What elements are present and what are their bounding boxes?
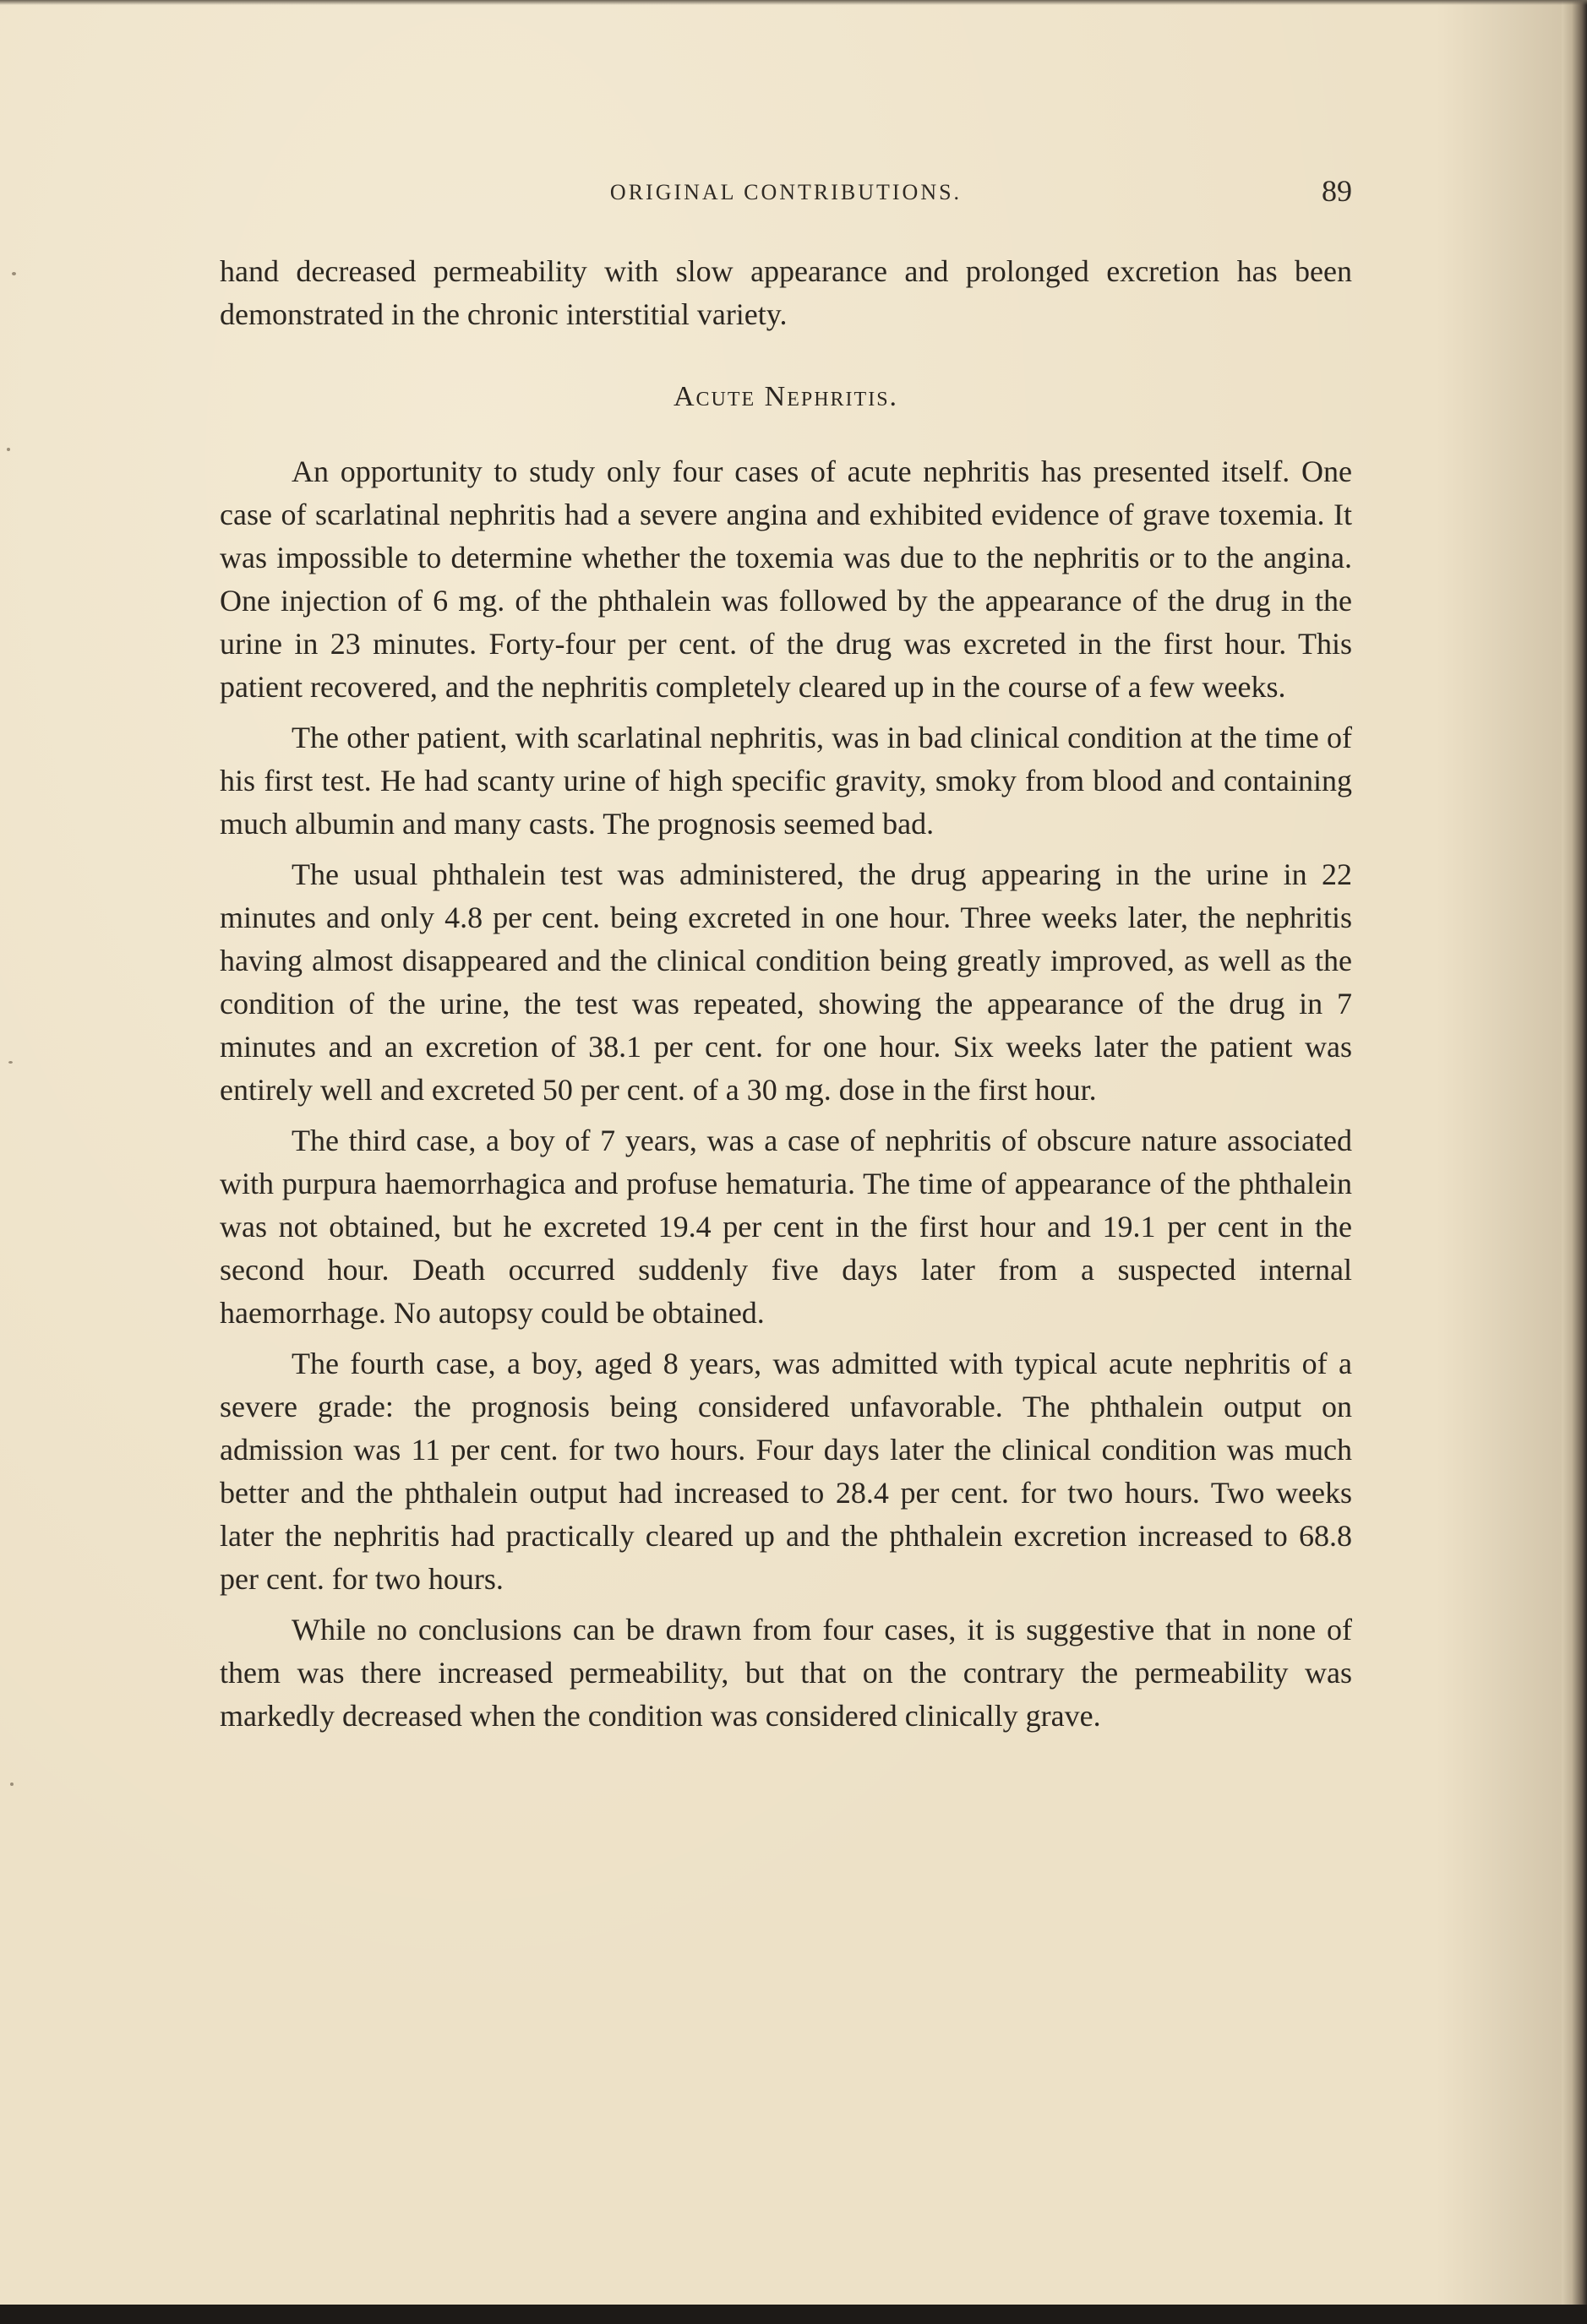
paper-speck bbox=[8, 1061, 13, 1064]
page-number: 89 bbox=[1322, 174, 1352, 208]
paragraph-4: The third case, a boy of 7 years, was a case of nephritis of obscure nature associated with purpura haemorrhagica and profuse hematuria. The time of appearance of the phthalein was not obtained, but he excreted 19.4 per cent in the first hour and 19.1 per cent in the second hour. Death occurred suddenly five days later from a suspected internal haemorrhage. No autopsy could be obtained. bbox=[220, 1124, 1352, 1330]
bottom-shadow bbox=[0, 2305, 1587, 2324]
page-edge bbox=[1562, 0, 1587, 2324]
intro-fragment: hand decreased permeability with slow appearance and prolonged excretion has been demonstrated in the chronic interstitial variety. bbox=[220, 254, 1352, 331]
running-title: ORIGINAL CONTRIBUTIONS. bbox=[609, 180, 963, 204]
paper-speck bbox=[10, 1782, 14, 1786]
page-top-edge bbox=[0, 0, 1587, 5]
body-text bbox=[220, 250, 1352, 1745]
paragraph-1: An opportunity to study only four cases of acute nephritis has presented itself. One case of scarlatinal nephritis had a severe angina and exhibited evidence of grave toxemia. It was impossible to determine whether the toxemia was due to the nephritis or to the angina. One injection of 6 mg. of the phthalein was followed by the appearance of the drug in the urine in 23 minutes. Forty-four per cent. of the drug was excreted in the first hour. This patient recovered, and the nephritis completely cleared up in the course of a few weeks. bbox=[220, 454, 1352, 704]
paragraph-5: The fourth case, a boy, aged 8 years, was admitted with typical acute nephritis of a severe grade: the prognosis being considered unfavorable. The phthalein output on admission was 11 per cent. for two hours. Four days later the clinical condition was much better and the phthalein output had increased to 28.4 per cent. for two hours. Two weeks later the nephritis had practically cleared up and the phthalein excretion increased to 68.8 per cent. for two hours. bbox=[220, 1347, 1352, 1596]
paper-speck bbox=[12, 272, 16, 275]
paragraph-6: While no conclusions can be drawn from four cases, it is suggestive that in none of them was there increased permeability, but that on the contrary the permeability was markedly decreased when the condition was considered clinically grave. bbox=[220, 1613, 1352, 1733]
paper-speck bbox=[7, 448, 10, 451]
section-heading: Acute Nephritis. bbox=[673, 381, 899, 412]
running-head bbox=[220, 173, 1352, 215]
paragraph-2: The other patient, with scarlatinal nephritis, was in bad clinical condition at the time of his first test. He had scanty urine of high specific gravity, smoky from blood and containing much albumin and many casts. The prognosis seemed bad. bbox=[220, 721, 1352, 841]
paragraph-3: The usual phthalein test was administered, the drug appearing in the urine in 22 minutes and only 4.8 per cent. being excreted in one hour. Three weeks later, the nephritis having almost disappeared and the clinical condition being greatly improved, as well as the condition of the urine, the test was repeated, showing the appearance of the drug in 7 minutes and an excretion of 38.1 per cent. for one hour. Six weeks later the patient was entirely well and excreted 50 per cent. of a 30 mg. dose in the first hour. bbox=[220, 857, 1352, 1107]
